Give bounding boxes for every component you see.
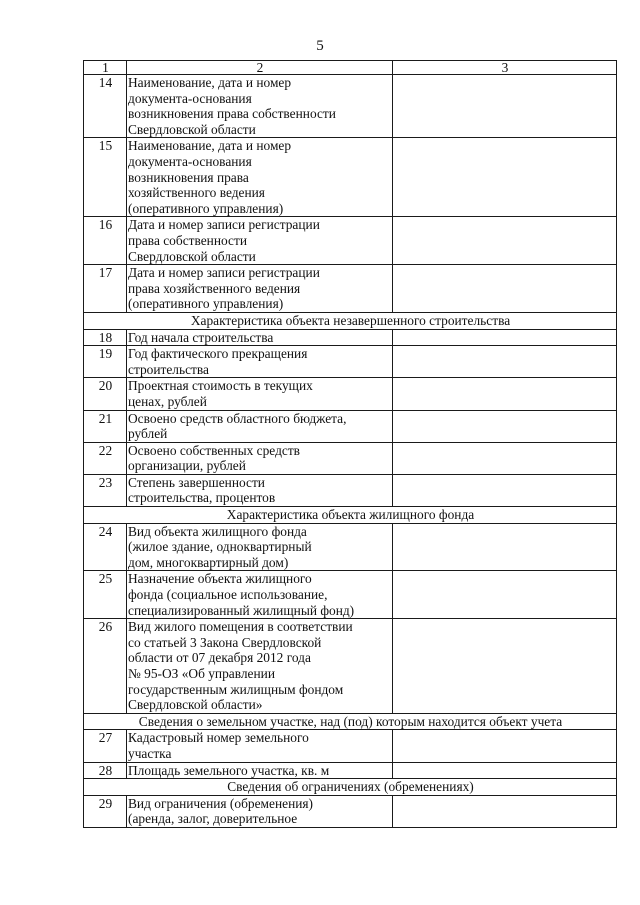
- table-row: [84, 378, 617, 410]
- table-row: [84, 410, 617, 442]
- row-number: 21: [84, 410, 127, 442]
- row-label: Наименование, дата и номер документа-основания возникновения права хозяйственного ведения (оперативного управления): [127, 138, 393, 217]
- table-row: [84, 619, 617, 714]
- row-number: 26: [84, 619, 127, 714]
- section-row: [84, 507, 617, 524]
- row-number: 29: [84, 795, 127, 827]
- table-row: [84, 474, 617, 506]
- row-label: Дата и номер записи регистрации права собственности Свердловской области: [127, 217, 393, 265]
- table-row: [84, 442, 617, 474]
- row-value: [393, 523, 617, 571]
- table-row: [84, 523, 617, 571]
- row-label: Вид жилого помещения в соответствии со статьей 3 Закона Свердловской области от 07 декабря 2012 года № 95-ОЗ «Об управлении государственным жилищным фондом Свердловской области»: [127, 619, 393, 714]
- row-label: Вид ограничения (обременения) (аренда, залог, доверительное: [127, 795, 393, 827]
- page-number: 5: [316, 38, 324, 54]
- row-value: [393, 619, 617, 714]
- row-number: 20: [84, 378, 127, 410]
- row-label: Степень завершенности строительства, процентов: [127, 474, 393, 506]
- table-row: [84, 762, 617, 779]
- row-number: 24: [84, 523, 127, 571]
- table-row: [84, 75, 617, 138]
- row-value: [393, 329, 617, 346]
- row-label: Дата и номер записи регистрации права хозяйственного ведения (оперативного управления): [127, 265, 393, 313]
- form-table: [83, 60, 617, 828]
- row-number: 18: [84, 329, 127, 346]
- table-body: [84, 61, 617, 828]
- row-number: 17: [84, 265, 127, 313]
- table-row: [84, 346, 617, 378]
- header-row: [84, 61, 617, 75]
- row-value: [393, 571, 617, 619]
- section-heading: Сведения об ограничениях (обременениях): [84, 779, 617, 796]
- row-value: [393, 378, 617, 410]
- header-cell-1: 1: [84, 61, 127, 75]
- row-number: 25: [84, 571, 127, 619]
- row-number: 16: [84, 217, 127, 265]
- section-row: [84, 713, 617, 730]
- section-heading: Характеристика объекта жилищного фонда: [84, 507, 617, 524]
- row-number: 19: [84, 346, 127, 378]
- table-row: [84, 329, 617, 346]
- row-label: Кадастровый номер земельного участка: [127, 730, 393, 762]
- row-number: 15: [84, 138, 127, 217]
- row-value: [393, 217, 617, 265]
- header-cell-2: 2: [127, 61, 393, 75]
- row-label: Проектная стоимость в текущих ценах, рублей: [127, 378, 393, 410]
- row-number: 22: [84, 442, 127, 474]
- row-label: Наименование, дата и номер документа-основания возникновения права собственности Свердловской области: [127, 75, 393, 138]
- row-label: Освоено собственных средств организации, рублей: [127, 442, 393, 474]
- table-row: [84, 217, 617, 265]
- row-value: [393, 795, 617, 827]
- row-value: [393, 138, 617, 217]
- section-heading: Сведения о земельном участке, над (под) которым находится объект учета: [84, 713, 617, 730]
- section-row: [84, 779, 617, 796]
- row-number: 27: [84, 730, 127, 762]
- row-value: [393, 442, 617, 474]
- row-number: 28: [84, 762, 127, 779]
- row-value: [393, 730, 617, 762]
- row-number: 14: [84, 75, 127, 138]
- row-label: Вид объекта жилищного фонда (жилое здание, одноквартирный дом, многоквартирный дом): [127, 523, 393, 571]
- row-label: Год начала строительства: [127, 329, 393, 346]
- table-row: [84, 571, 617, 619]
- row-label: Площадь земельного участка, кв. м: [127, 762, 393, 779]
- section-row: [84, 312, 617, 329]
- row-number: 23: [84, 474, 127, 506]
- row-label: Год фактического прекращения строительства: [127, 346, 393, 378]
- row-value: [393, 762, 617, 779]
- row-value: [393, 265, 617, 313]
- row-label: Освоено средств областного бюджета, рублей: [127, 410, 393, 442]
- section-heading: Характеристика объекта незавершенного строительства: [84, 312, 617, 329]
- row-value: [393, 474, 617, 506]
- table-row: [84, 795, 617, 827]
- row-value: [393, 75, 617, 138]
- row-label: Назначение объекта жилищного фонда (социальное использование, специализированный жилищный фонд): [127, 571, 393, 619]
- table-row: [84, 138, 617, 217]
- table-row: [84, 730, 617, 762]
- row-value: [393, 410, 617, 442]
- table-row: [84, 265, 617, 313]
- row-value: [393, 346, 617, 378]
- header-cell-3: 3: [393, 61, 617, 75]
